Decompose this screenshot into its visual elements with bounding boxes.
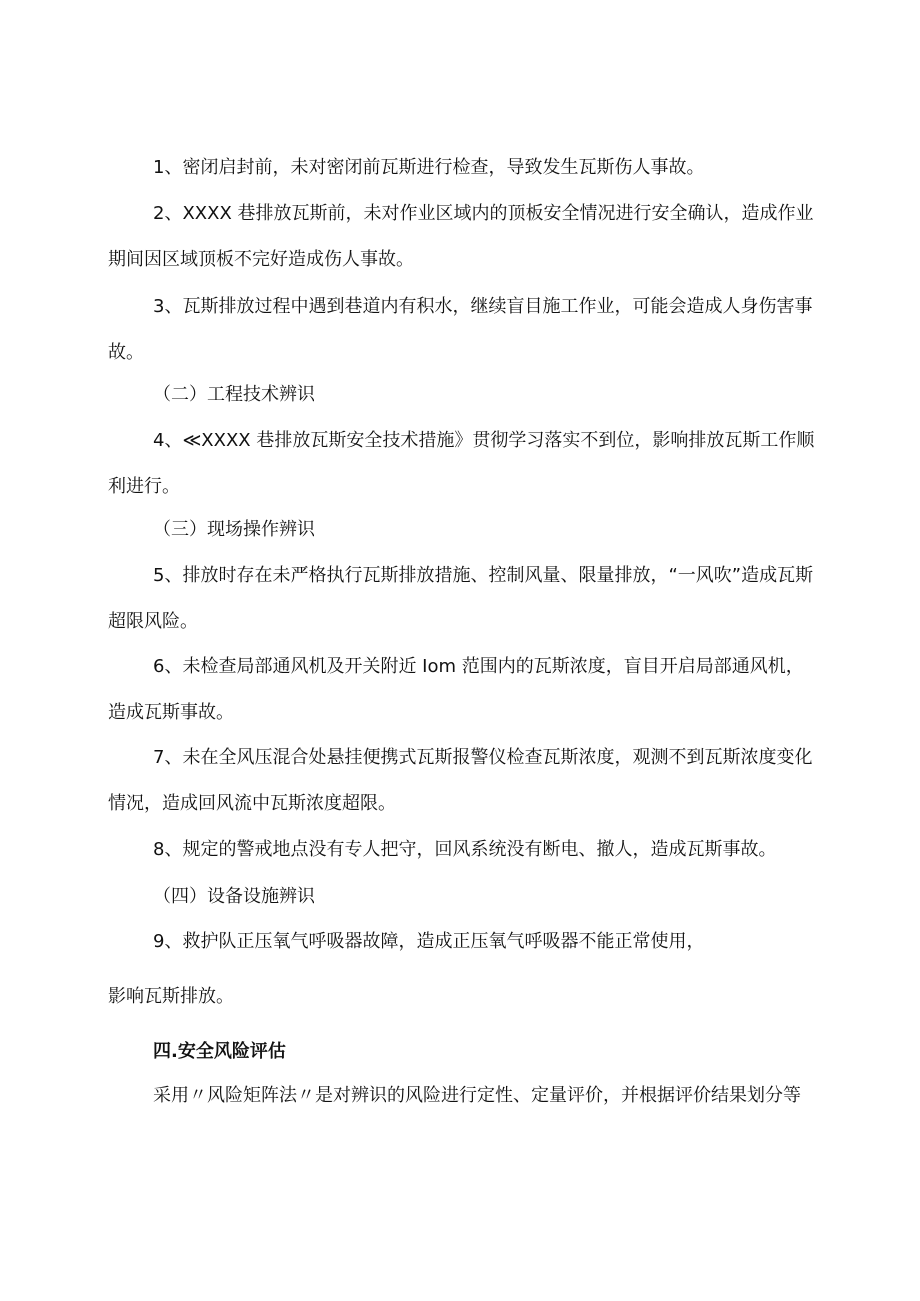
- paragraph-item-6: 6、未检查局部通风机及开关附近 Iom 范围内的瓦斯浓度，盲目开启局部通风机，造成瓦斯事故。: [108, 656, 804, 723]
- section-heading-field-operation: （三）现场操作辨识: [153, 519, 315, 540]
- paragraph-item-7: 7、未在全风压混合处悬挂便携式瓦斯报警仪检查瓦斯浓度，观测不到瓦斯浓度变化情况，造成回风流中瓦斯浓度超限。: [108, 747, 813, 814]
- paragraph-item-8: 8、规定的警戒地点没有专人把守，回风系统没有断电、撤人，造成瓦斯事故。: [153, 839, 777, 860]
- paragraph-item-3: 3、瓦斯排放过程中遇到巷道内有积水，继续盲目施工作业，可能会造成人身伤害事故。: [108, 296, 813, 363]
- paragraph-item-5: 5、排放时存在未严格执行瓦斯排放措施、控制风量、限量排放，“一风吹”造成瓦斯超限风险。: [108, 565, 814, 632]
- paragraph-item-9: 9、救护队正压氧气呼吸器故障，造成正压氧气呼吸器不能正常使用，: [153, 931, 705, 952]
- paragraph-risk-matrix: 采用〃风险矩阵法〃是对辨识的风险进行定性、定量评价，并根据评价结果划分等: [153, 1085, 801, 1106]
- section-heading-engineering: （二）工程技术辨识: [153, 384, 315, 405]
- paragraph-item-2: 2、XXXX 巷排放瓦斯前，未对作业区域内的顶板安全情况进行安全确认，造成作业期间因区域顶板不完好造成伤人事故。: [108, 203, 814, 270]
- section-heading-risk-assessment: 四.安全风险评估: [153, 1041, 286, 1062]
- paragraph-item-9-continuation: 影响瓦斯排放。: [108, 986, 234, 1007]
- paragraph-item-4: 4、≪XXXX 巷排放瓦斯安全技术措施》贯彻学习落实不到位，影响排放瓦斯工作顺利进行。: [108, 430, 815, 497]
- section-heading-equipment: （四）设备设施辨识: [153, 886, 315, 907]
- paragraph-item-1: 1、密闭启封前，未对密闭前瓦斯进行检查，导致发生瓦斯伤人事故。: [153, 157, 705, 178]
